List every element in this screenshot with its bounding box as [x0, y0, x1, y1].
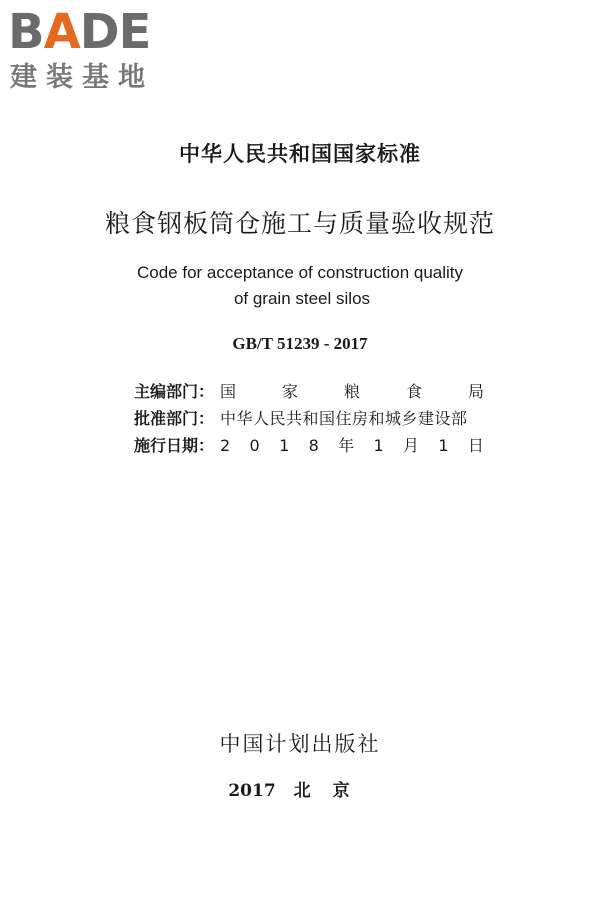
info-row-approver [134, 405, 484, 432]
info-row-effective [134, 432, 484, 459]
effective-date-char: 2 [220, 436, 231, 455]
publication-line [0, 776, 600, 801]
publisher-name: 中国计划出版社 [219, 732, 381, 756]
title-chinese: 粮食钢板筒仓施工与质量验收规范 [104, 209, 495, 238]
effective-date-char: 日 [467, 436, 484, 455]
editor-label: 主编部门： [134, 382, 215, 401]
approver-label: 批准部门： [134, 409, 215, 428]
title-english-line-1: Code for acceptance of construction quality [136, 263, 464, 282]
editor-char: 粮 [343, 382, 360, 401]
logo-wordmark [8, 6, 150, 58]
editor-value [220, 378, 484, 405]
publication-city: 北京 [293, 781, 372, 801]
editor-char: 食 [405, 382, 422, 401]
standard-type: 中华人民共和国国家标准 [179, 142, 421, 166]
logo-subtitle: 建装基地 [10, 62, 154, 93]
effective-date-char: 0 [249, 436, 260, 455]
editor-char: 家 [281, 382, 298, 401]
editor-char: 国 [220, 382, 237, 401]
effective-value [220, 432, 484, 459]
effective-date-char: 1 [373, 436, 384, 455]
effective-date-char: 1 [279, 436, 290, 455]
effective-date-char: 8 [308, 436, 319, 455]
publication-year: 2017 [228, 781, 276, 801]
effective-date-char: 年 [338, 436, 355, 455]
title-english-line-2: of grain steel silos [233, 289, 371, 308]
info-block [134, 378, 484, 459]
effective-date-char: 月 [403, 436, 420, 455]
logo-letter: B [8, 4, 44, 60]
logo-letters: DE [79, 4, 151, 60]
title-english [0, 260, 600, 312]
standard-code: GB/T 51239 - 2017 [232, 334, 368, 353]
editor-char: 局 [467, 382, 484, 401]
approver-value: 中华人民共和国住房和城乡建设部 [220, 409, 468, 428]
effective-label: 施行日期： [134, 436, 215, 455]
info-row-editor [134, 378, 484, 405]
logo-letter-accent: A [43, 4, 80, 60]
effective-date-char: 1 [438, 436, 449, 455]
bade-watermark-logo [8, 6, 178, 96]
